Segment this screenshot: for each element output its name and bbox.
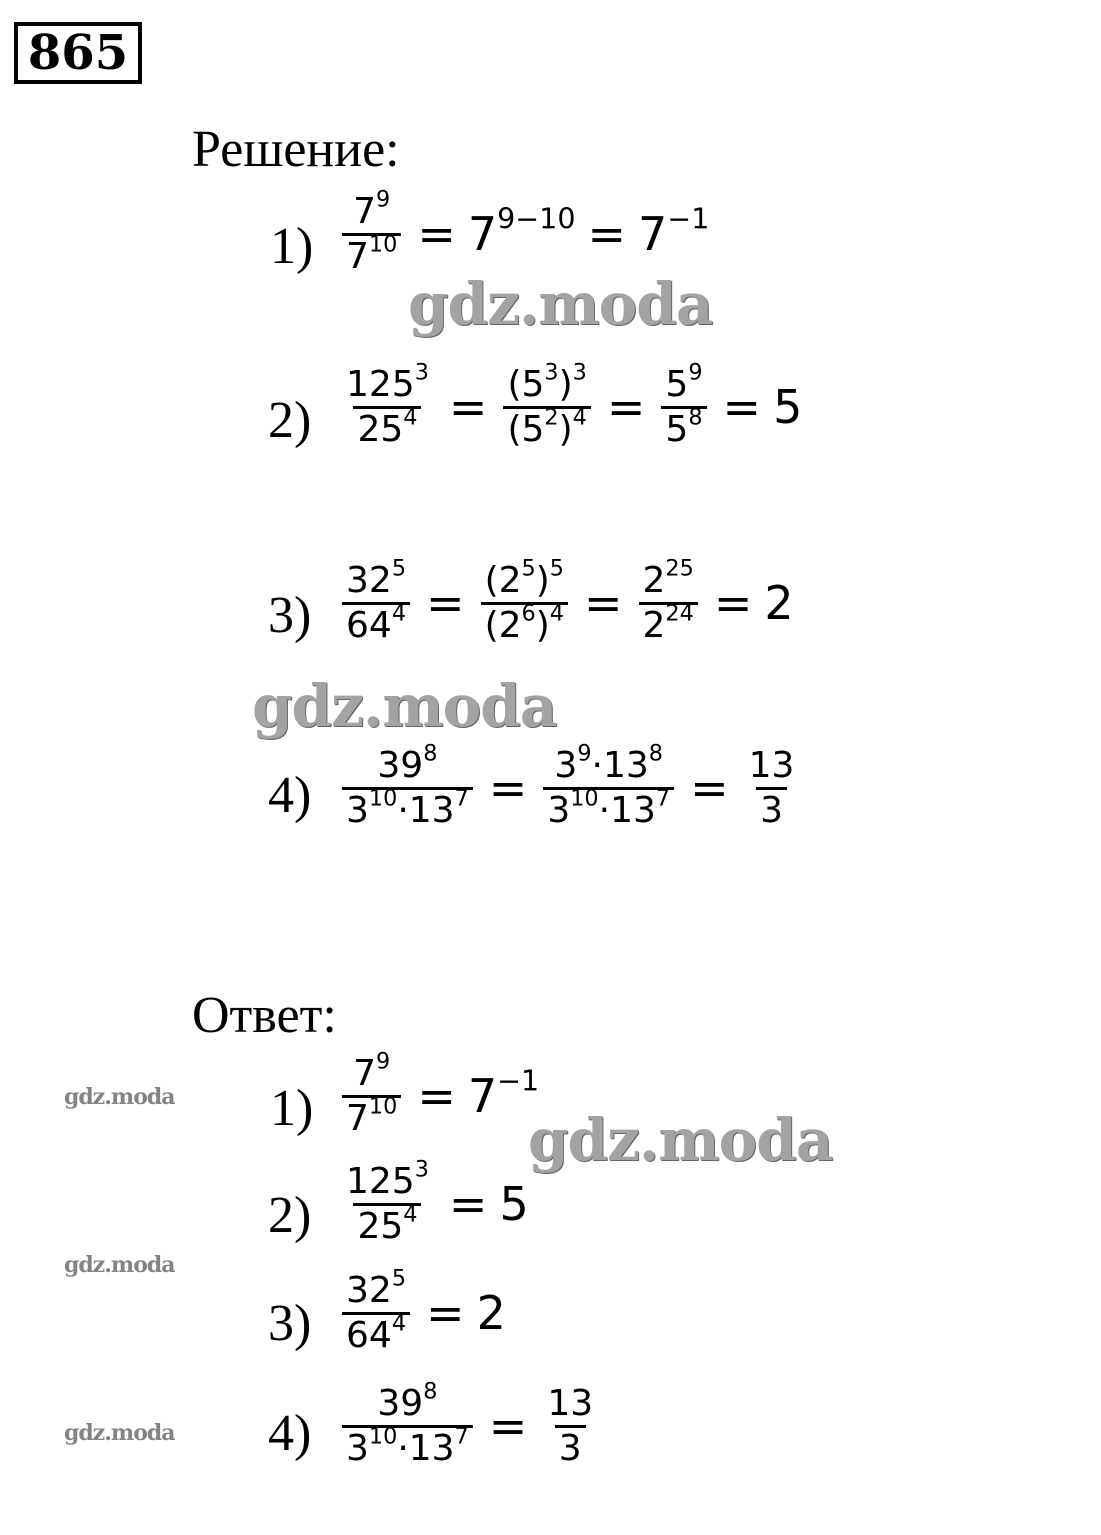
solution-expression-3: $\frac{32^5}{64^4}$ = $\frac{(2^5)^5}{(2^6)^4}$ = $\frac{2^{25}}{2^{24}}$ = 2: [338, 562, 794, 645]
answer-expression-2: $\frac{125^3}{25^4}$ = 5: [338, 1163, 529, 1246]
fraction: $\frac{32^5}{64^4}$: [342, 1272, 410, 1355]
fraction: $\frac{3^9\cdot 13^8}{3^{10}\cdot 13^7}$: [543, 747, 674, 830]
fraction: $\frac{(2^5)^5}{(2^6)^4}$: [481, 562, 568, 645]
fraction: $\frac{39^8}{3^{10}\cdot 13^7}$: [342, 1385, 473, 1468]
fraction: $\frac{125^3}{25^4}$: [346, 359, 429, 450]
answer-item-index: 2): [268, 1187, 312, 1244]
watermark-logo: gdz.moda: [64, 1420, 175, 1446]
answer-expression-3: $\frac{32^5}{64^4}$ = 2: [338, 1272, 506, 1355]
answer-item-index: 1): [270, 1080, 314, 1137]
watermark-logo: gdz.moda: [252, 672, 557, 740]
answer-item-index: 3): [268, 1295, 312, 1352]
watermark-logo: gdz.moda: [528, 1106, 833, 1174]
answer-expression-4: $\frac{39^8}{3^{10}\cdot 13^7}$ = $\frac{13}{3}$: [338, 1385, 601, 1468]
watermark-logo: gdz.moda: [64, 1252, 175, 1278]
fraction: $\frac{13}{3}$: [547, 1383, 594, 1469]
fraction: $\frac{39^8}{3^{10}\cdot 13^7}$: [342, 747, 473, 830]
answer-item-index: 4): [268, 1405, 312, 1462]
fraction: $\frac{5^9}{5^8}$: [661, 366, 706, 449]
solution-expression-1: $\frac{7^9}{7^{10}}$ = $7^{9-10}$ = $7^{-1}$: [338, 193, 709, 276]
solution-item-index: 2): [268, 392, 312, 449]
solution-item-index: 4): [268, 767, 312, 824]
fraction: $\frac{125^3}{25^4}$: [346, 1156, 429, 1247]
fraction: $\frac{2^{25}}{2^{24}}$: [639, 562, 698, 645]
fraction: $\frac{(5^3)^3}{(5^2)^4}$: [503, 366, 590, 449]
fraction: $\frac{32^5}{64^4}$: [342, 562, 410, 645]
solution-item-index: 3): [268, 587, 312, 644]
watermark-logo: gdz.moda: [64, 1084, 175, 1110]
solution-item-index: 1): [270, 218, 314, 275]
fraction: $\frac{7^9}{7^{10}}$: [342, 193, 401, 276]
answer-heading: Ответ:: [192, 987, 337, 1044]
solution-expression-2: $\frac{125^3}{25^4}$ = $\frac{(5^3)^3}{(5^2)^4}$ = $\frac{5^9}{5^8}$ = 5: [338, 366, 802, 449]
fraction: $\frac{7^9}{7^{10}}$: [342, 1055, 401, 1138]
problem-number: 865: [14, 22, 142, 84]
answer-expression-1: $\frac{7^9}{7^{10}}$ = $7^{-1}$: [338, 1055, 539, 1138]
solution-expression-4: $\frac{39^8}{3^{10}\cdot 13^7}$ = $\frac{3^9\cdot 13^8}{3^{10}\cdot 13^7}$ = $\frac{13}{3}$: [338, 747, 802, 830]
solution-heading: Решение:: [192, 121, 400, 178]
watermark-logo: gdz.moda: [408, 270, 713, 338]
fraction: $\frac{13}{3}$: [748, 745, 795, 831]
